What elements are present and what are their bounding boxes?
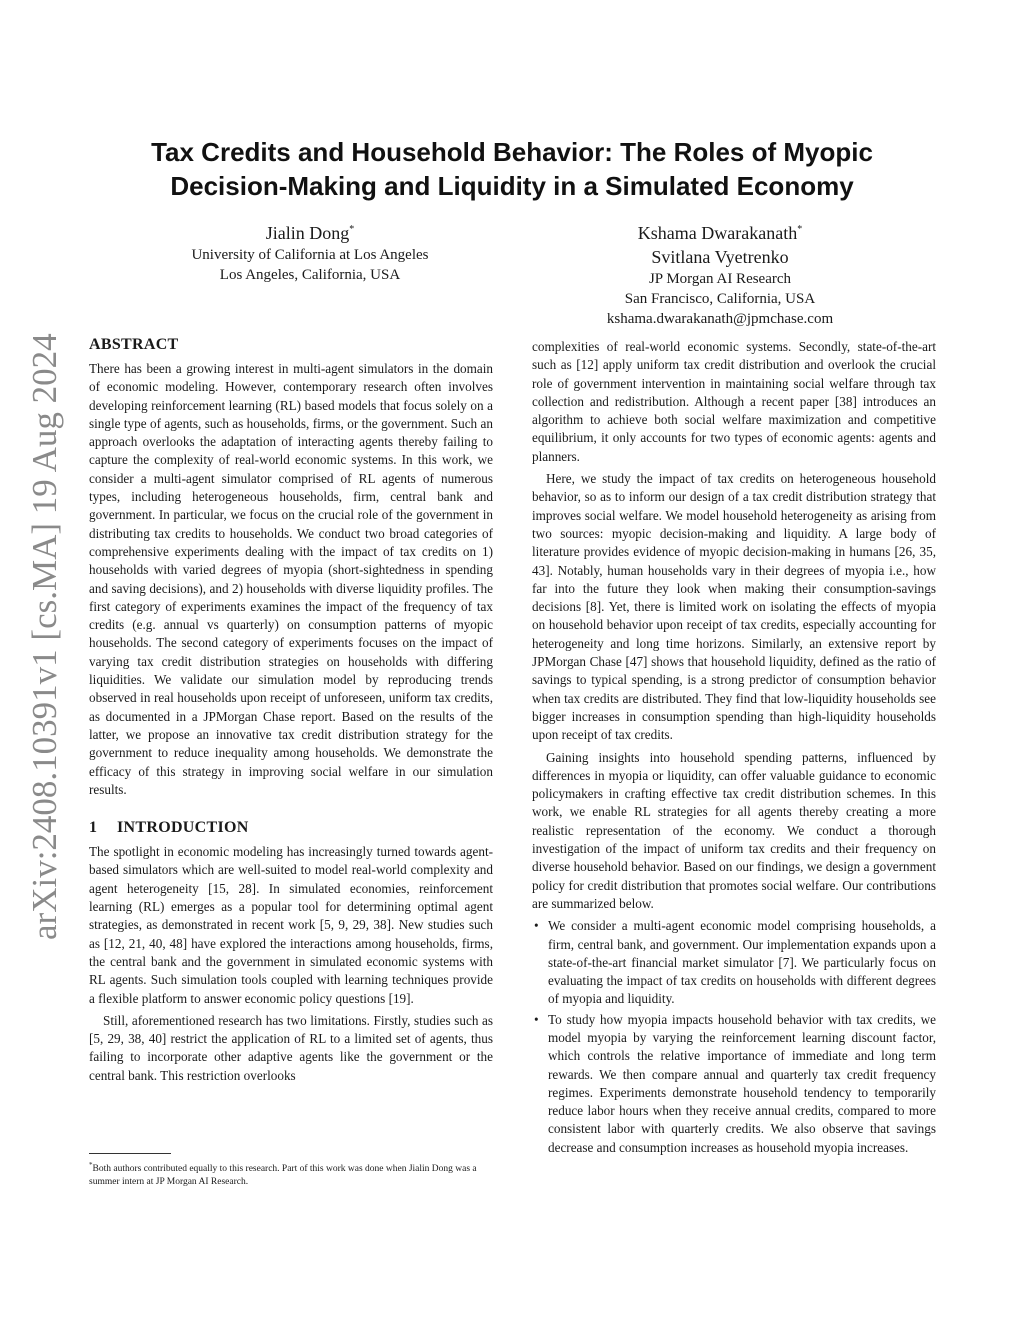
- abstract-text: There has been a growing interest in multi-agent simulators in the domain of economic modeling. However, contemporary research often involves developing reinforcement learning (RL) based models that focus solely on a single type of agents, such as households, firms, or the government. Such an approach overlooks the adaptation of interacting agents thereby failing to capture the complexity of real-world economic systems. In this work, we consider a multi-agent simulator comprised of RL agents of numerous types, including heterogeneous households, firm, central bank and government. In particular, we focus on the crucial role of the government in distributing tax credits to households. We conduct two broad categories of comprehensive experiments dealing with the impact of tax credits on 1) households with varied degrees of myopia (short-sightedness in spending and saving decisions), and 2) households with diverse liquidity profiles. The first category of experiments examines the impact of the frequency of tax credits (e.g. annual vs quarterly) on consumption patterns of myopic households. The second category of experiments focuses on the impact of varying tax credit distribution strategies on households with differing liquidities. We validate our simulation model by reproducing trends observed in real households upon receipt of unforeseen, uniform tax credits, as documented in a JPMorgan Chase report. Based on the results of the latter, we propose an innovative tax credit distribution strategy for the government to reduce inequality among households. We demonstrate the efficacy of this strategy in improving social welfare in our simulation results.: [89, 361, 493, 797]
- intro-paragraph-continued: complexities of real-world economic systems. Secondly, state-of-the-art such as [12] apply uniform tax credit distribution and overlook the crucial role of government intervention in maintaining social welfare through tax collection and redistribution. Although a recent paper [38] introduces an algorithm to achieve both social welfare maximization and competitive equilibrium, it only accounts for two types of economic agents: agents and planners.: [532, 339, 936, 464]
- left-column: [89, 334, 493, 1085]
- author-email[interactable]: kshama.dwarakanath@jpmchase.com: [606, 311, 834, 327]
- author-affiliation: JP Morgan AI Research: [648, 271, 792, 287]
- contributions-list: [532, 917, 936, 1157]
- footnote: [89, 1159, 493, 1189]
- intro-heading: [89, 817, 493, 839]
- intro-paragraph: Here, we study the impact of tax credits on heterogeneous household behavior, so as to inform our design of a tax credit distribution strategy that improves social welfare. We model household heterogeneity as arising from two sources: myopic decision-making and liquidity. A large body of literature provides evidence of myopic decision-making in humans [26, 35, 43]. Notably, human households vary in their degrees of myopia i.e., how far into the future they look when making their consumption-savings decisions [8]. Yet, there is limited work on isolating the effects of myopia on household behavior upon receipt of tax credits, especially accounting for heterogeneity and long time horizons. Similarly, an extensive report by JPMorgan Chase [47] shows that household liquidity, defined as the ratio of savings to typical spending, is a strong predictor of consumption behavior when tax credits are distributed. They find that low-liquidity households see bigger increases in consumption spending than high-liquidity households upon receipt of tax credits.: [532, 471, 936, 743]
- author-location: San Francisco, California, USA: [624, 291, 816, 307]
- paper-title: [110, 135, 914, 203]
- footnote-mark: *: [89, 1161, 93, 1169]
- title-line-2: Decision-Making and Liquidity in a Simulated Economy: [170, 171, 854, 201]
- equal-contribution-mark: *: [797, 224, 803, 235]
- right-column: [532, 338, 936, 1159]
- list-item: • We consider a multi-agent economic model comprising households, a firm, central bank, and government. Our implementation expands upon a state-of-the-art financial market simulator [7]. We particularly focus on evaluating the impact of tax credits on households with different degrees of myopia and liquidity.: [534, 918, 936, 1007]
- author-name: Svitlana Vyetrenko: [651, 247, 789, 267]
- list-item: • To study how myopia impacts household behavior with tax credits, we model myopia by varying the reinforcement learning discount factor, which controls the relative importance of immediate and long term rewards. We then compare annual and quarterly tax credit frequency regimes. Experiments demonstrate household tendency to temporarily reduce labor hours when they receive annual credits, compared to more consistent labor with quarterly credits. We also observe that savings decrease and consumption increases as household myopia increases.: [534, 1011, 936, 1155]
- bullet-icon: •: [534, 918, 539, 934]
- author-name: Kshama Dwarakanath*: [637, 223, 803, 243]
- intro-paragraph: Still, aforementioned research has two limitations. Firstly, studies such as [5, 29, 38, 40] restrict the application of RL to a limited set of agents, thus failing to incorporate other adaptive agents like the government or the central bank. This restriction overlooks: [89, 1012, 493, 1083]
- abstract-heading: ABSTRACT: [89, 336, 179, 353]
- footnote-text: Both authors contributed equally to this research. Part of this work was done when Jialin Dong was a summer intern at JP Morgan AI Research.: [89, 1164, 477, 1188]
- title-line-1: Tax Credits and Household Behavior: The Roles of Myopic: [151, 137, 873, 167]
- section-title: INTRODUCTION: [117, 819, 249, 837]
- author-location: Los Angeles, California, USA: [219, 267, 401, 283]
- intro-paragraph: The spotlight in economic modeling has increasingly turned towards agent-based simulators which are well-suited to model real-world complexity and agent heterogeneity [15, 28]. In simulated economies, reinforcement learning (RL) emerges as a popular tool for determining optimal agent strategies, as demonstrated in recent work [5, 9, 29, 38]. New studies such as [12, 21, 40, 48] have explored the interactions among households, firms, the central bank and the government in simulated economic systems with RL agents. Such simulation tools coupled with learning techniques provide a flexible platform to answer economic policy questions [19].: [89, 844, 493, 1006]
- equal-contribution-mark: *: [349, 224, 355, 235]
- author-block-right: [560, 218, 880, 329]
- bullet-icon: •: [534, 1011, 539, 1027]
- author-affiliation: University of California at Los Angeles: [191, 247, 429, 263]
- footnote-rule: [89, 1153, 171, 1154]
- section-number: 1: [89, 819, 98, 837]
- intro-paragraph: Gaining insights into household spending patterns, influenced by differences in myopia or liquidity, can offer valuable guidance to economic policymakers in crafting effective tax credit distribution schemes. In this work, we enable RL strategies for all agents thereby creating a more realistic representation of the economy. We conduct a thorough investigation of the impact of uniform tax credits and their frequency on diverse household behavior. Based on our findings, we design a government policy for credit distribution that promotes social welfare. Our contributions are summarized below.: [532, 749, 936, 911]
- arxiv-identifier[interactable]: arXiv:2408.10391v1 [cs.MA] 19 Aug 2024: [25, 333, 64, 940]
- author-block-left: [155, 218, 465, 285]
- author-name: Jialin Dong*: [265, 223, 355, 243]
